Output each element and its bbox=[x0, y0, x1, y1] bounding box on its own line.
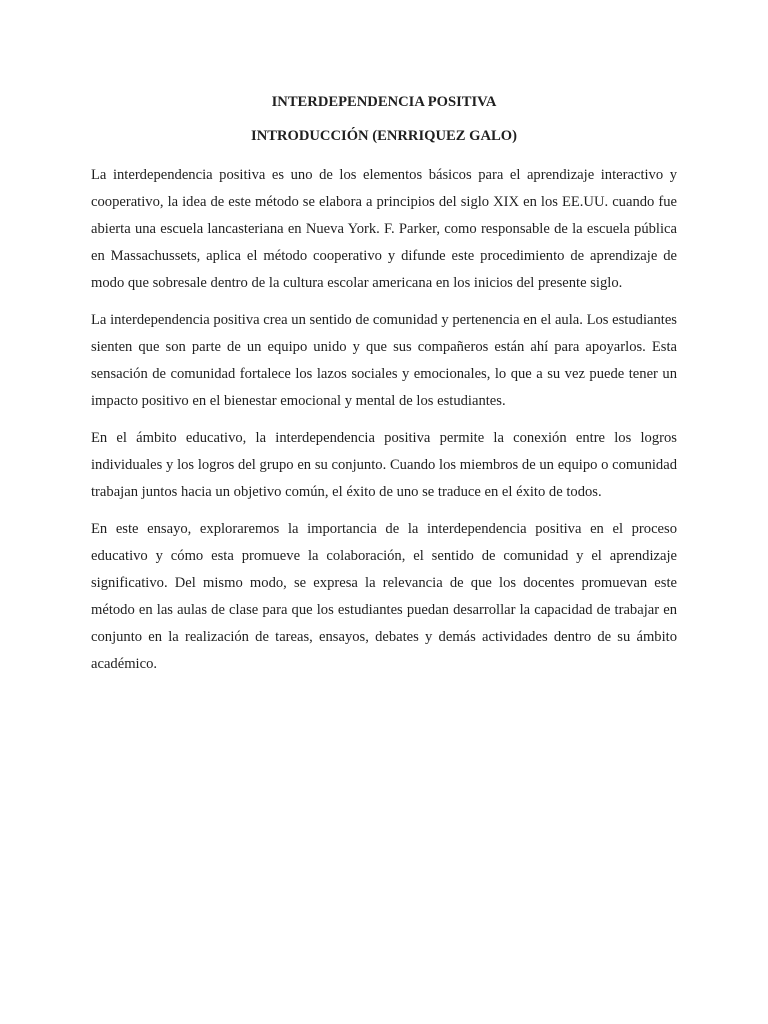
document-subtitle: INTRODUCCIÓN (ENRRIQUEZ GALO) bbox=[251, 128, 517, 144]
document-body bbox=[91, 162, 677, 688]
paragraph-3: En el ámbito educativo, la interdependencia positiva permite la conexión entre los logros individuales y los logros del grupo en su conjunto. Cuando los miembros de un equipo o comunidad trabajan juntos hacia un objetivo común, el éxito de uno se traduce en el éxito de todos. bbox=[91, 430, 677, 500]
paragraph-4: En este ensayo, exploraremos la importancia de la interdependencia positiva en el proceso educativo y cómo esta promueve la colaboración, el sentido de comunidad y el aprendizaje significativo. Del mismo modo, se expresa la relevancia de que los docentes promuevan este método en las aulas de clase para que los estudiantes puedan desarrollar la capacidad de trabajar en conjunto en la realización de tareas, ensayos, debates y demás actividades dentro de su ámbito académico. bbox=[91, 521, 677, 672]
paragraph-2: La interdependencia positiva crea un sentido de comunidad y pertenencia en el aula. Los estudiantes sienten que son parte de un equipo unido y que sus compañeros están ahí para apoyarlos. Esta sensación de comunidad fortalece los lazos sociales y emocionales, lo que a su vez puede tener un impacto positivo en el bienestar emocional y mental de los estudiantes. bbox=[91, 312, 677, 409]
paragraph-1: La interdependencia positiva es uno de los elementos básicos para el aprendizaje interactivo y cooperativo, la idea de este método se elabora a principios del siglo XIX en los EE.UU. cuando fue abierta una escuela lancasteriana en Nueva York. F. Parker, como responsable de la escuela pública en Massachussets, aplica el método cooperativo y difunde este procedimiento de aprendizaje de modo que sobresale dentro de la cultura escolar americana en los inicios del presente siglo. bbox=[91, 167, 677, 291]
document-title: INTERDEPENDENCIA POSITIVA bbox=[271, 94, 497, 110]
